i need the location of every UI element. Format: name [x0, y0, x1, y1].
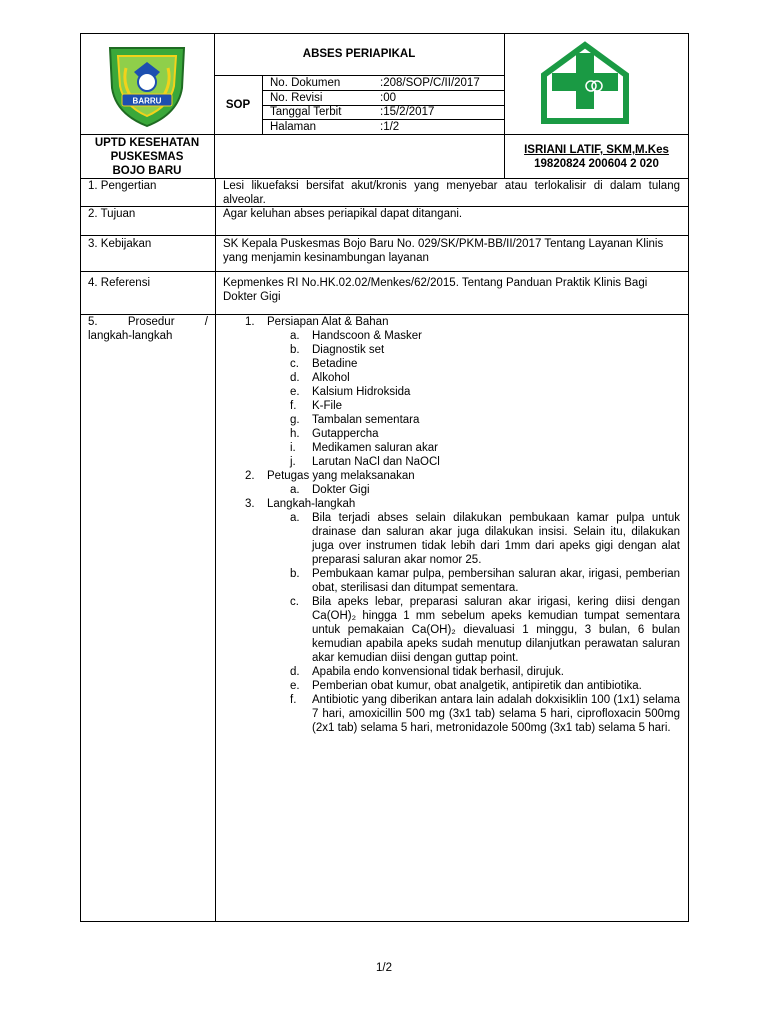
org-name-line1: UPTD KESEHATAN [94, 137, 200, 149]
list-item: d. Alkohol [290, 372, 350, 384]
list-item: e. Kalsium Hidroksida [290, 386, 411, 398]
procedure-list-3 [290, 511, 680, 735]
list-item: d. Apabila endo konvensional tidak berhasil, dirujuk. [290, 666, 564, 678]
list-item: b. Diagnostik set [290, 344, 385, 356]
org-name-line3: BOJO BARU [112, 165, 182, 177]
procedure-heading-1: 1. Persiapan Alat & Bahan [245, 316, 389, 328]
list-item: e. Pemberian obat kumur, obat analgetik, antipiretik dan antibiotika. [290, 680, 642, 692]
doc-field-value-date: :15/2/2017 [380, 106, 435, 118]
document-title: ABSES PERIAPIKAL [302, 48, 416, 60]
header-middle-divider [80, 134, 689, 135]
prosedur-number: 5. [88, 316, 98, 328]
list-item: a. Dokter Gigi [290, 484, 370, 496]
org-name-line2: PUSKESMAS [110, 151, 184, 163]
prosedur-slash: / [204, 316, 208, 328]
list-item: c. Bila apeks lebar, preparasi saluran akar irigasi, kering diisi dengan Ca(OH)₂ hingga 1 mm sebelum apeks kemudian tumpat sementara untuk pemakaian Ca(OH)₂ dievaluasi 1 minggu, 3 bulan, 6 bulan kemudian apabila apeks sudah menutup dilanjutkan perawatan saluran akar kemudian diisi dengan guttap point. [290, 596, 680, 664]
list-item: h. Gutappercha [290, 428, 379, 440]
doc-field-value-page: :1/2 [380, 121, 400, 133]
doc-field-label-date: Tanggal Terbit [270, 106, 342, 118]
list-item: i. Medikamen saluran akar [290, 442, 438, 454]
puskesmas-logo [538, 41, 632, 125]
section-label-referensi: 4. Referensi [88, 277, 151, 289]
signer-nip: 19820824 200604 2 020 [534, 158, 659, 170]
procedure-heading-3: 3. Langkah-langkah [245, 498, 356, 510]
section-text-tujuan: Agar keluhan abses periapikal dapat ditangani. [223, 208, 463, 220]
body-column-divider [215, 178, 216, 922]
section-label-kebijakan: 3. Kebijakan [88, 238, 152, 250]
list-item: a. Bila terjadi abses selain dilakukan pembukaan kamar pulpa untuk drainase dan saluran akar juga dilakukan insisi. Selain itu, dilakukan juga over instrumen tidak lebih dari 1mm dari apeks gigi dengan alat preparasi saluran akar nomor 25. [290, 512, 680, 566]
doc-field-label-revision: No. Revisi [270, 92, 323, 104]
list-item: g. Tambalan sementara [290, 414, 420, 426]
signer-name: ISRIANI LATIF, SKM,M.Kes [524, 144, 669, 156]
sop-label: SOP [225, 99, 251, 111]
doc-field-label-page: Halaman [270, 121, 317, 133]
list-item: f. K-File [290, 400, 343, 412]
emblem-banner-text: BARRU [132, 96, 162, 106]
section-text-pengertian: Lesi likuefaksi bersifat akut/kronis yang menyebar atau terlokalisir di dalam tulang alveolar. [223, 180, 680, 206]
prosedur-subtitle: langkah-langkah [88, 330, 173, 342]
doc-field-value-revision: :00 [380, 92, 396, 104]
procedure-heading-2: 2. Petugas yang melaksanakan [245, 470, 415, 482]
row-divider-3 [80, 271, 689, 272]
doc-field-label-number: No. Dokumen [270, 77, 341, 89]
procedure-list-2 [290, 483, 680, 497]
section-label-tujuan: 2. Tujuan [88, 208, 136, 220]
prosedur-word: Prosedur [127, 316, 175, 328]
procedure-list-1 [290, 329, 680, 469]
page-number: 1/2 [376, 962, 392, 974]
section-label-pengertian: 1. Pengertian [88, 180, 157, 192]
section-text-referensi: Kepmenkes RI No.HK.02.02/Menkes/62/2015. Tentang Panduan Praktik Klinis Bagi Dokter Gigi [223, 277, 648, 303]
list-item: f. Antibiotic yang diberikan antara lain adalah dokxisiklin 100 (1x1) selama 7 hari, amoxicillin 500 mg (3x1 tab) selama 5 hari, ciprofloxacin 500mg (2x1 tab) selama 5 hari, metronidazole 500mg (3x1 tab) selama 5 hari. [290, 694, 680, 734]
section-text-kebijakan: SK Kepala Puskesmas Bojo Baru No. 029/SK/PKM-BB/II/2017 Tentang Layanan Klinis yang menjamin kesinambungan layanan [223, 238, 664, 264]
row-divider-2 [80, 235, 689, 236]
doc-field-value-number: :208/SOP/C/II/2017 [380, 77, 480, 89]
list-item: j. Larutan NaCl dan NaOCl [290, 456, 440, 468]
regional-emblem [104, 38, 190, 130]
list-item: b. Pembukaan kamar pulpa, pembersihan saluran akar, irigasi, pemberian obat, sterilisasi dan ditumpat sementara. [290, 568, 680, 594]
list-item: c. Betadine [290, 358, 358, 370]
prosedur-content [245, 315, 680, 735]
list-item: a. Handscoon & Masker [290, 330, 422, 342]
section-label-prosedur [88, 315, 208, 343]
